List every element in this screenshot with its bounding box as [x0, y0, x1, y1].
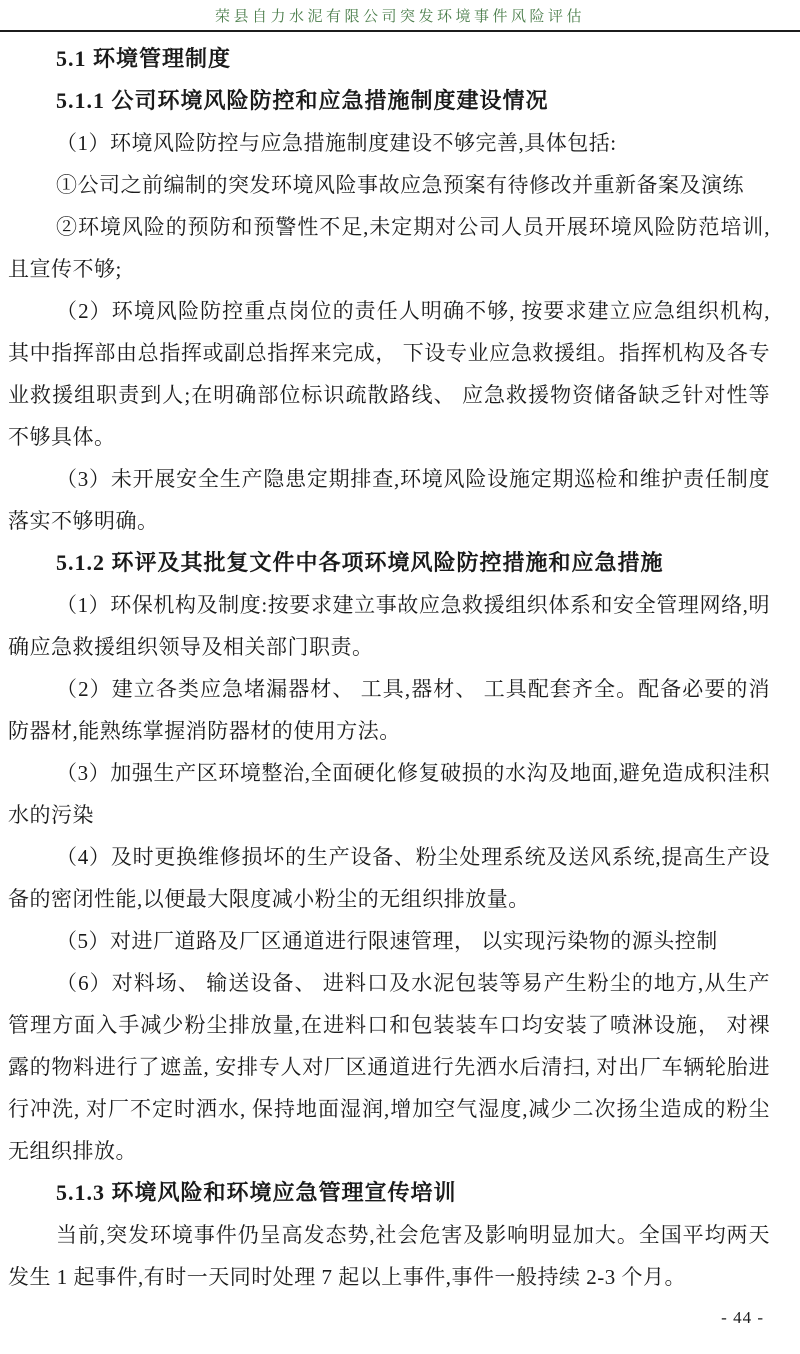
- page-header: [0, 0, 800, 26]
- paragraph: ②环境风险的预防和预警性不足,未定期对公司人员开展环境风险防范培训,且宣传不够;: [8, 215, 770, 281]
- page-number: - 44 -: [721, 1308, 764, 1327]
- heading-5-1-2: 5.1.2 环评及其批复文件中各项环境风险防控措施和应急措施: [56, 550, 664, 575]
- paragraph: 当前,突发环境事件仍呈高发态势,社会危害及影响明显加大。全国平均两天发生 1 起事件,有时一天同时处理 7 起以上事件,事件一般持续 2-3 个月。: [8, 1223, 770, 1289]
- paragraph: （2）建立各类应急堵漏器材、 工具,器材、 工具配套齐全。配备必要的消防器材,能熟练掌握消防器材的使用方法。: [8, 677, 770, 743]
- heading-5-1-1: 5.1.1 公司环境风险防控和应急措施制度建设情况: [56, 88, 549, 113]
- heading-5-1: 5.1 环境管理制度: [56, 46, 232, 71]
- heading-5-1-3: 5.1.3 环境风险和环境应急管理宣传培训: [56, 1180, 457, 1205]
- paragraph: （6）对料场、 输送设备、 进料口及水泥包装等易产生粉尘的地方,从生产管理方面入手减少粉尘排放量,在进料口和包装装车口均安装了喷淋设施， 对裸露的物料进行了遮盖, 安排专人对厂区通道进行先洒水后清扫, 对出厂车辆轮胎进行冲洗, 对厂不定时洒水, 保持地面湿润,增加空气湿度,减少二次扬尘造成的粉尘无组织排放。: [8, 971, 770, 1163]
- paragraph: （1）环保机构及制度:按要求建立事故应急救援组织体系和安全管理网络,明确应急救援组织领导及相关部门职责。: [8, 593, 770, 659]
- paragraph: （3）加强生产区环境整治,全面硬化修复破损的水沟及地面,避免造成积洼积水的污染: [8, 761, 770, 827]
- paragraph: ①公司之前编制的突发环境风险事故应急预案有待修改并重新备案及演练: [56, 173, 744, 197]
- paragraph: （3）未开展安全生产隐患定期排查,环境风险设施定期巡检和维护责任制度落实不够明确。: [8, 467, 770, 533]
- page-header-title: 荣县自力水泥有限公司突发环境事件风险评估: [214, 9, 585, 25]
- paragraph: （1）环境风险防控与应急措施制度建设不够完善,具体包括:: [56, 131, 617, 155]
- paragraph: （2）环境风险防控重点岗位的责任人明确不够, 按要求建立应急组织机构, 其中指挥部由总指挥或副总指挥来完成， 下设专业应急救援组。指挥机构及各专业救援组职责到人;在明确部位标识疏散路线、 应急救援物资储备缺乏针对性等不够具体。: [8, 299, 770, 449]
- paragraph: （5）对进厂道路及厂区通道进行限速管理， 以实现污染物的源头控制: [56, 929, 718, 953]
- paragraph: （4）及时更换维修损坏的生产设备、粉尘处理系统及送风系统,提高生产设备的密闭性能,以便最大限度减小粉尘的无组织排放量。: [8, 845, 770, 911]
- document-body: [0, 32, 800, 1298]
